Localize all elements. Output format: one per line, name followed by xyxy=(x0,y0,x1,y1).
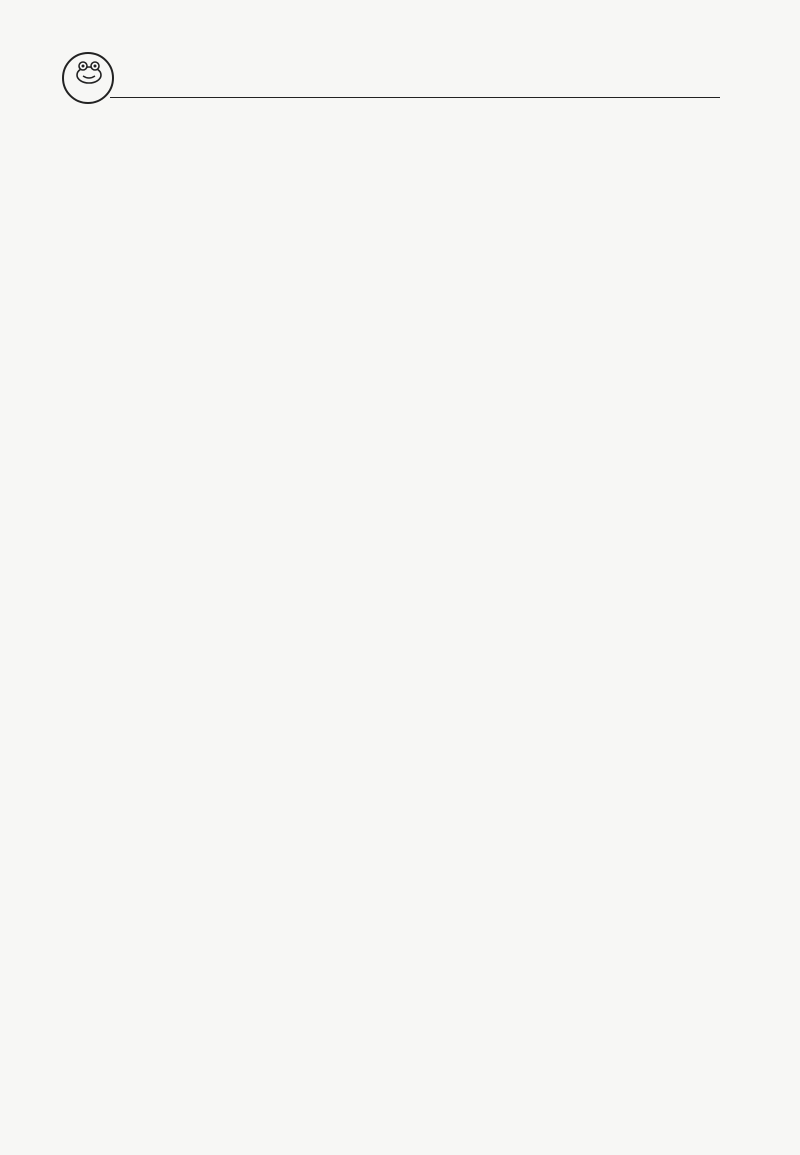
frog-icon xyxy=(74,60,104,84)
header-divider xyxy=(110,97,720,98)
publisher-logo xyxy=(62,52,114,104)
